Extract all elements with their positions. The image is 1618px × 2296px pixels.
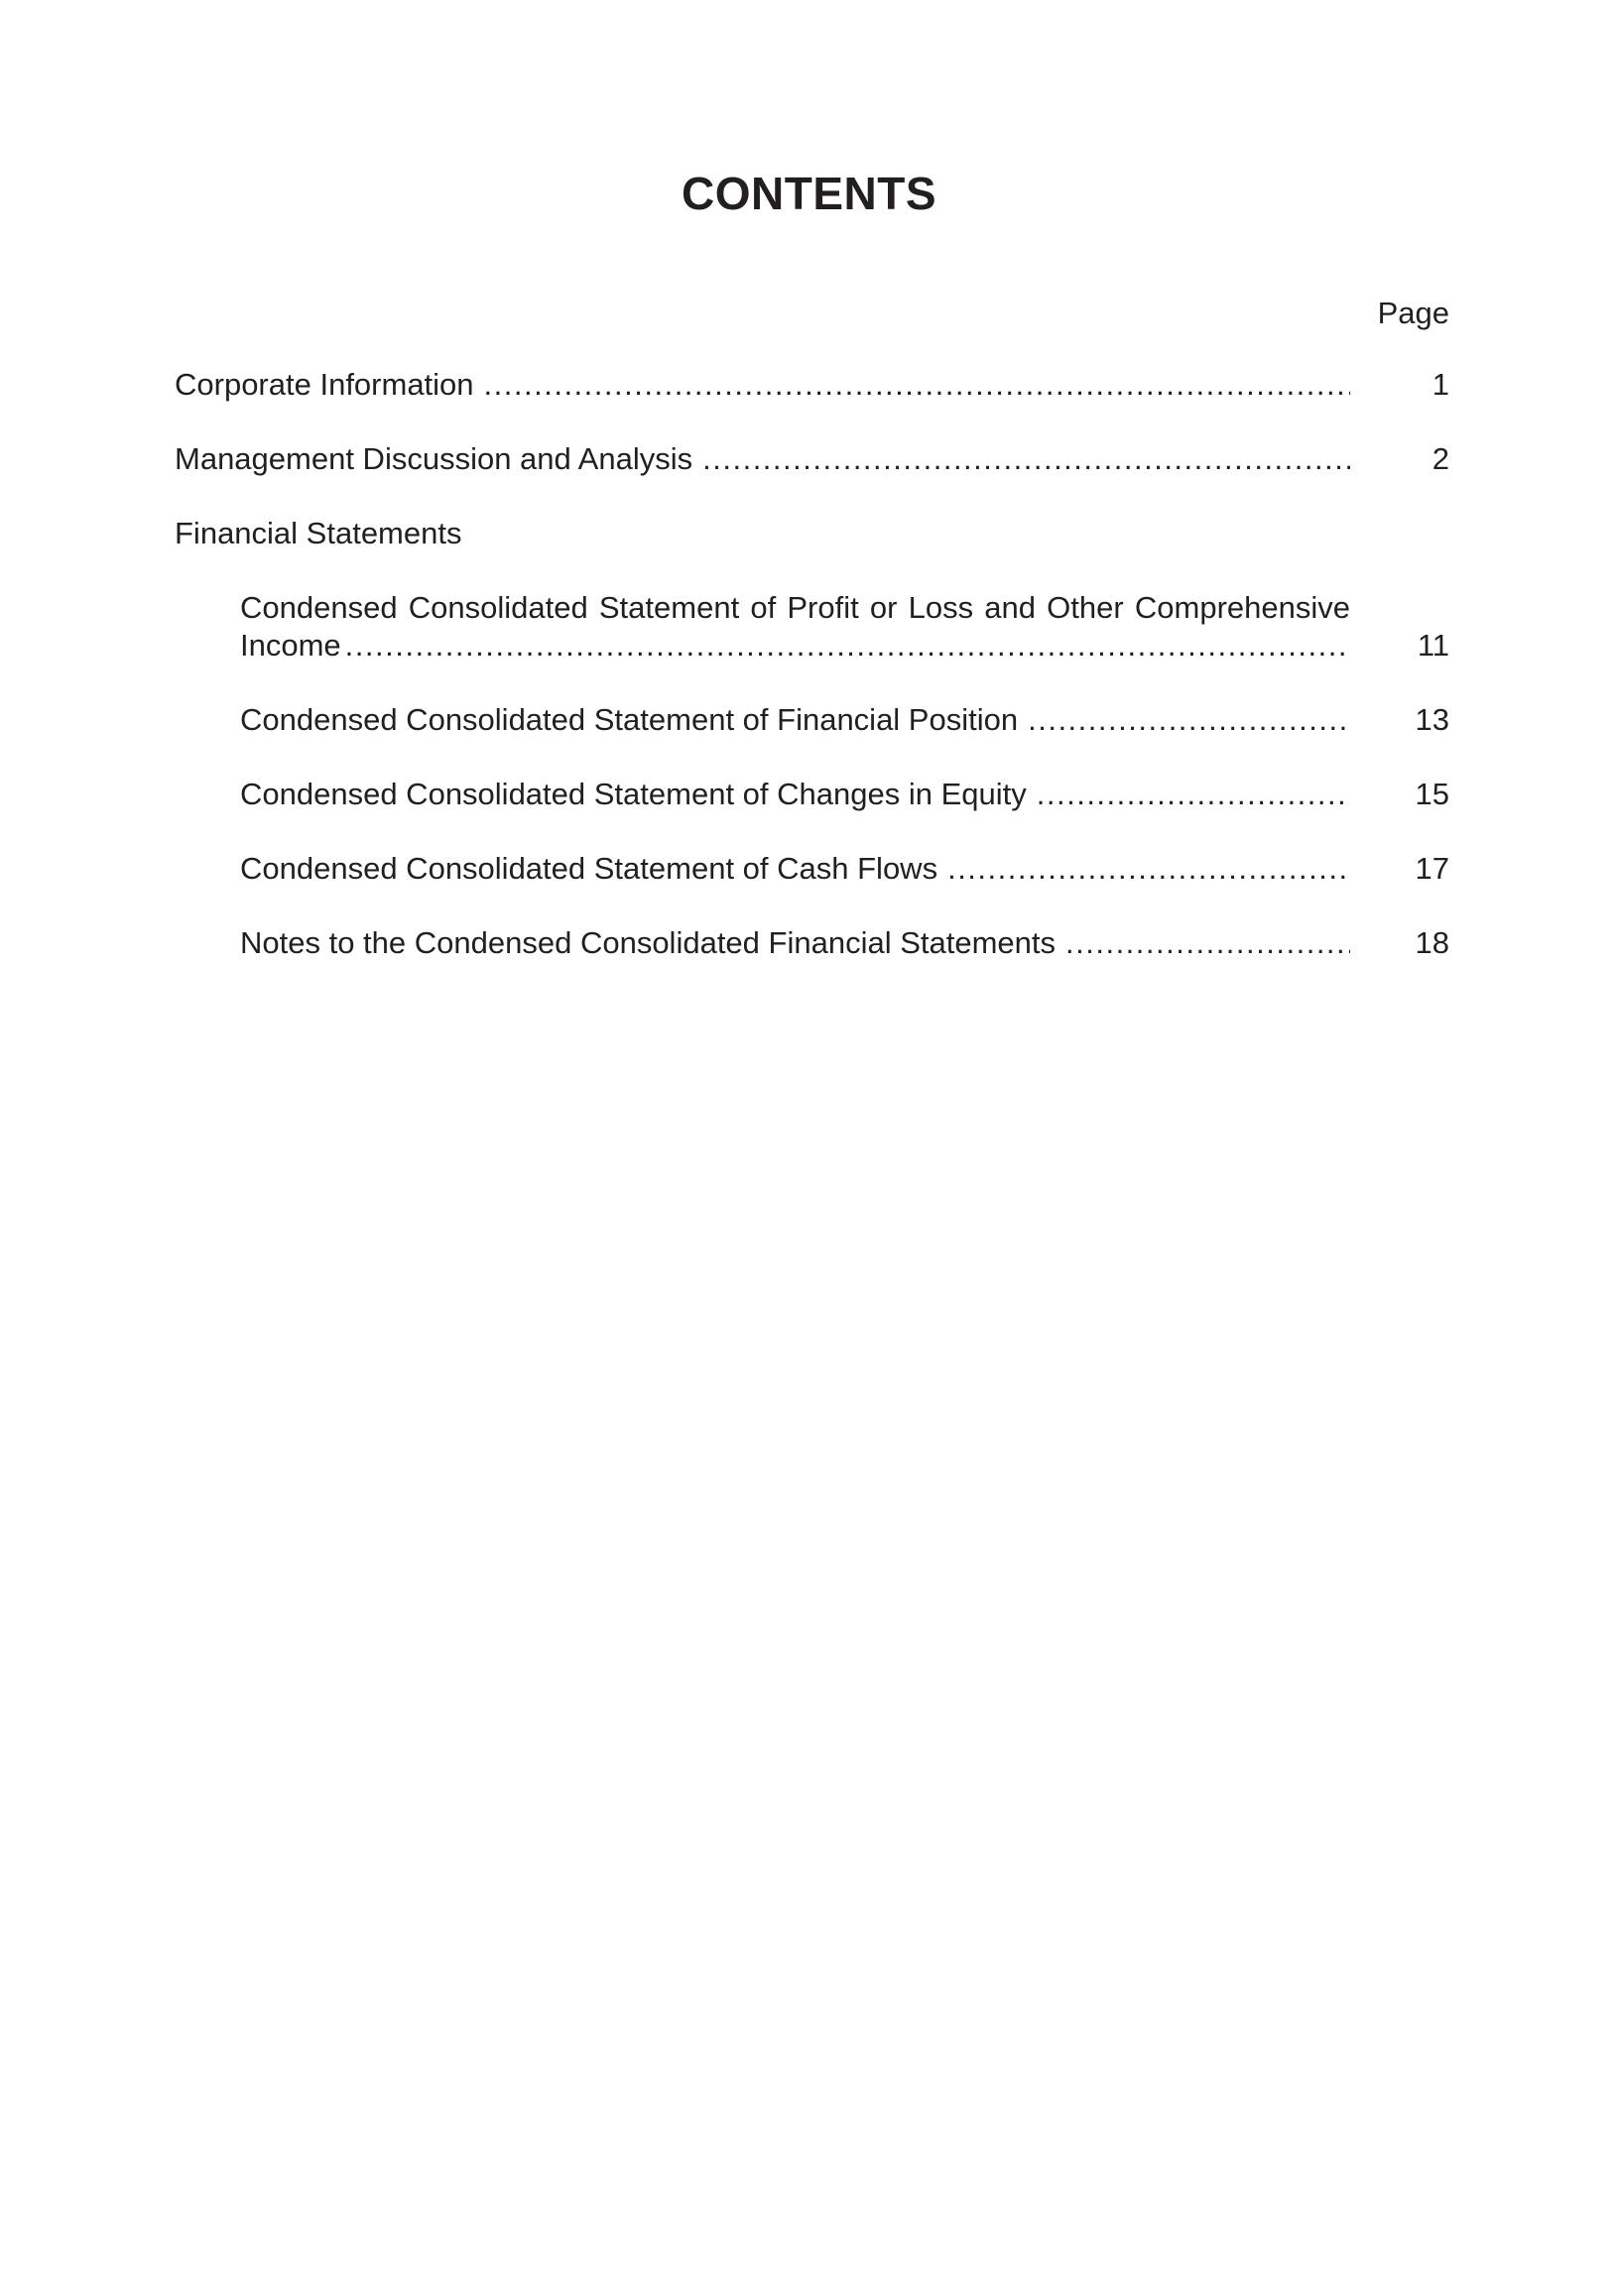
toc-page-number: 15 — [1415, 777, 1449, 811]
dot-leader — [484, 366, 1350, 404]
toc-page-number: 1 — [1431, 367, 1449, 402]
toc-page-number: 13 — [1415, 702, 1449, 737]
toc-entry-management-discussion[interactable] — [175, 440, 1350, 478]
dot-leader — [947, 850, 1350, 888]
toc-entry-label: Notes to the Condensed Consolidated Financial Statements — [240, 925, 1056, 960]
toc-entry-corporate-information[interactable] — [175, 366, 1350, 404]
toc-entry-changes-in-equity[interactable] — [240, 776, 1350, 813]
toc-page-number: 2 — [1431, 441, 1449, 476]
toc-entry-label-line2: Income — [240, 628, 341, 663]
toc-entry-profit-or-loss[interactable] — [240, 589, 1350, 665]
page-column-heading: Page — [1377, 296, 1449, 330]
toc-entry-label: Management Discussion and Analysis — [175, 441, 693, 476]
toc-page-number: 11 — [1417, 628, 1449, 663]
toc-entry-label: Corporate Information — [175, 367, 474, 402]
toc-entry-label-line1: Condensed Consolidated Statement of Profit or Loss and Other Comprehensive — [240, 590, 1350, 625]
dot-leader — [1065, 924, 1350, 962]
toc-page-number: 17 — [1415, 851, 1449, 886]
toc-section-label: Financial Statements — [175, 516, 462, 550]
dot-leader — [702, 440, 1350, 478]
toc-section-financial-statements — [175, 515, 1350, 552]
toc-entry-label: Condensed Consolidated Statement of Changes in Equity — [240, 777, 1027, 811]
toc-entry-label: Condensed Consolidated Statement of Financial Position — [240, 702, 1019, 737]
dot-leader — [1037, 776, 1350, 813]
dot-leader — [1028, 701, 1350, 739]
page-title: CONTENTS — [682, 168, 936, 219]
toc-entry-label: Condensed Consolidated Statement of Cash Flows — [240, 851, 938, 886]
toc-entry-financial-position[interactable] — [240, 701, 1350, 739]
toc-entry-cash-flows[interactable] — [240, 850, 1350, 888]
dot-leader — [345, 627, 1350, 665]
toc-page-number: 18 — [1415, 925, 1449, 960]
toc-entry-notes[interactable] — [240, 924, 1350, 962]
